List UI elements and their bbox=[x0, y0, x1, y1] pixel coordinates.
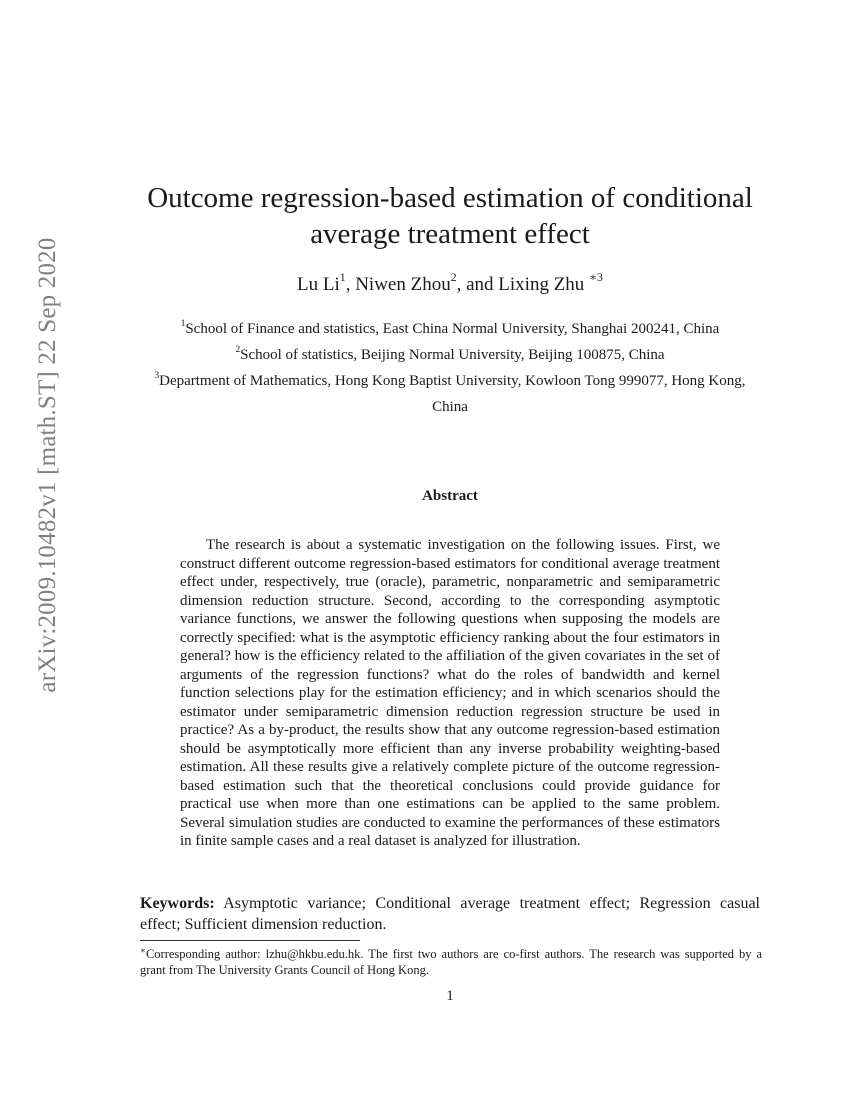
author-affiliation-mark: 2 bbox=[450, 270, 457, 284]
page-number: 1 bbox=[446, 988, 454, 1004]
affiliation-mark: 2 bbox=[235, 344, 241, 355]
author-list bbox=[120, 272, 780, 298]
keywords-label: Keywords: bbox=[140, 895, 215, 912]
keywords bbox=[140, 893, 760, 935]
affiliation-1 bbox=[140, 316, 760, 342]
affiliation-mark: 3 bbox=[154, 370, 160, 381]
author-separator: , and bbox=[456, 274, 499, 295]
author-name: Lu Li bbox=[297, 274, 340, 295]
affiliation-mark: 1 bbox=[180, 318, 186, 329]
keywords-text: Asymptotic variance; Conditional average treatment effect; Regression casual effect; Sufficient dimension reduction. bbox=[140, 895, 760, 933]
abstract-body: The research is about a systematic investigation on the following issues. First, we construct different outcome regression-based estimators for conditional average treatment effect under, respectively, true (oracle), parametric, nonparametric and semiparametric dimension reduction structure. Second, according to the corresponding asymptotic variance functions, we answer the following questions when supposing the models are correctly specified: what is the asymptotic efficiency ranking about the four estimators in general? how is the efficiency related to the affiliation of the given covariates in the set of arguments of the regression functions? what do the roles of bandwidth and kernel function selections play for the estimation efficiency; and in which scenarios should the estimator under semiparametric dimension reduction regression structure be used in practice? As a by-product, the results show that any outcome regression-based estimation should be asymptotically more efficient than any inverse probability weighting-based estimation. All these results give a relatively complete picture of the outcome regression-based estimation such that the theoretical conclusions could provide guidance for practical use when more than one estimations can be applied to the same problem. Several simulation studies are conducted to examine the performances of these estimators in finite sample cases and a real dataset is analyzed for illustration. bbox=[180, 537, 720, 849]
paper-title bbox=[120, 180, 780, 252]
author-name: Lixing Zhu bbox=[498, 274, 590, 295]
affiliation-text: School of statistics, Beijing Normal University, Beijing 100875, China bbox=[240, 347, 665, 363]
arxiv-identifier-stamp: arXiv:2009.10482v1 [math.ST] 22 Sep 2020 bbox=[34, 237, 61, 693]
title-line-2: average treatment effect bbox=[310, 218, 590, 250]
footnote bbox=[140, 946, 762, 978]
author-affiliation-mark: 1 bbox=[339, 270, 346, 284]
author-separator: , bbox=[345, 274, 356, 295]
affiliation-3 bbox=[140, 368, 760, 420]
footnote-text: Corresponding author: lzhu@hkbu.edu.hk. The first two authors are co-first authors. The research was supported by a grant from The University Grants Council of Hong Kong. bbox=[140, 947, 762, 977]
footnote-mark: ∗ bbox=[140, 944, 146, 955]
footnote-divider bbox=[140, 940, 360, 941]
affiliation-2 bbox=[140, 342, 760, 368]
author-affiliation-mark: ∗3 bbox=[589, 270, 603, 284]
title-line-1: Outcome regression-based estimation of conditional bbox=[147, 182, 753, 214]
affiliation-text: School of Finance and statistics, East China Normal University, Shanghai 200241, China bbox=[185, 321, 720, 337]
affiliation-text: Department of Mathematics, Hong Kong Baptist University, Kowloon Tong 999077, Hong Kong, China bbox=[159, 373, 746, 415]
author-name: Niwen Zhou bbox=[355, 274, 451, 295]
abstract-heading: Abstract bbox=[422, 488, 478, 504]
